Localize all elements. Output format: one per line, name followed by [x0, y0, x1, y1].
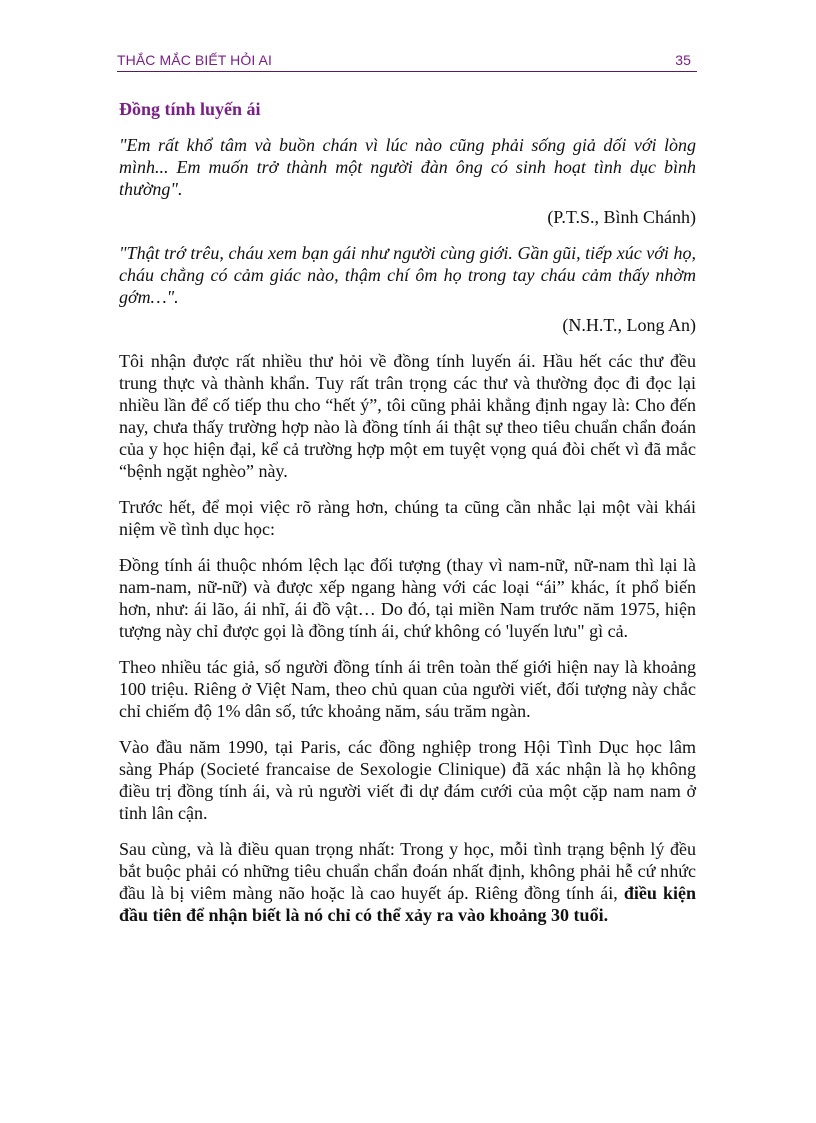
body-paragraph: Theo nhiều tác giả, số người đồng tính ái trên toàn thế giới hiện nay là khoảng 100 triệu. Riêng ở Việt Nam, theo chủ quan của người viết, đối tượng này chắc chỉ chiếm độ 1% dân số, tức khoảng năm, sáu trăm ngàn. [119, 657, 696, 721]
quote-attribution: (P.T.S., Bình Chánh) [547, 207, 696, 227]
body-paragraph: Đồng tính ái thuộc nhóm lệch lạc đối tượng (thay vì nam-nữ, nữ-nam thì lại là nam-nam, nữ-nữ) và được xếp ngang hàng với các loại “ái” khác, ít phổ biến hơn, như: ái lão, ái nhĩ, ái đồ vật… Do đó, tại miền Nam trước năm 1975, hiện tượng này chỉ được gọi là đồng tính ái, chứ không có 'luyến lưu" gì cả. [119, 555, 696, 641]
running-header [117, 52, 697, 72]
page-number: 35 [675, 52, 691, 68]
final-paragraph [119, 838, 696, 926]
body-paragraph: Trước hết, để mọi việc rõ ràng hơn, chúng ta cũng cần nhắc lại một vài khái niệm về tình dục học: [119, 497, 696, 539]
final-paragraph-lead: Sau cùng, và là điều quan trọng nhất: Trong y học, mỗi tình trạng bệnh lý đều bắt buộc phải có những tiêu chuẩn chẩn đoán nhất định, không phải hễ cứ nhức đầu là bị viêm màng não hoặc là cao huyết áp. Riêng đồng tính ái, [119, 839, 696, 903]
reader-quote: "Thật trớ trêu, cháu xem bạn gái như người cùng giới. Gần gũi, tiếp xúc với họ, cháu chẳng có cảm giác nào, thậm chí ôm họ trong tay cháu cảm thấy nhờm gớm…". [119, 243, 696, 307]
section-heading: Đồng tính luyến ái [119, 99, 261, 119]
article-body [119, 98, 696, 940]
header-divider [117, 71, 697, 72]
reader-quote: "Em rất khổ tâm và buồn chán vì lúc nào cũng phải sống giả dối với lòng mình... Em muốn trở thành một người đàn ông có sinh hoạt tình dục bình thường". [119, 135, 696, 199]
quote-attribution: (N.H.T., Long An) [562, 315, 696, 335]
body-paragraph: Vào đầu năm 1990, tại Paris, các đồng nghiệp trong Hội Tình Dục học lâm sàng Pháp (Societé francaise de Sexologie Clinique) đã xác nhận là họ không điều trị đồng tính ái, và rủ người viết đi dự đám cưới của một cặp nam nam ở tỉnh lân cận. [119, 737, 696, 823]
body-paragraph: Tôi nhận được rất nhiều thư hỏi về đồng tính luyến ái. Hầu hết các thư đều trung thực và thành khẩn. Tuy rất trân trọng các thư và thường đọc đi đọc lại nhiều lần để cố tiếp thu cho “hết ý”, tôi cũng phải khẳng định ngay là: Cho đến nay, chưa thấy trường hợp nào là đồng tính ái thật sự theo tiêu chuẩn chẩn đoán của y học hiện đại, kể cả trường hợp một em tuyệt vọng quá đòi chết vì đã mắc “bệnh ngặt nghèo” này. [119, 351, 696, 481]
running-header-title: THẮC MẮC BIẾT HỎI AI [117, 52, 272, 68]
final-paragraph-emphasis: điều kiện đầu tiên để nhận biết là nó chỉ có thể xảy ra vào khoảng 30 tuổi. [119, 883, 696, 925]
